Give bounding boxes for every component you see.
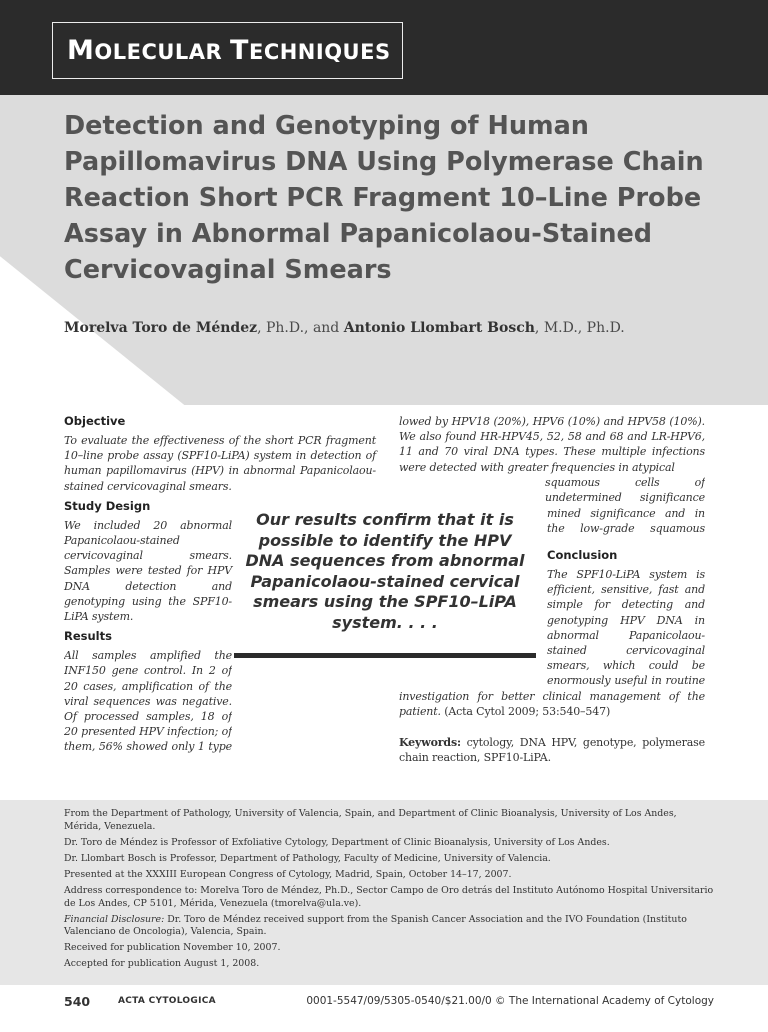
footnote-received: Received for publication November 10, 2007. — [64, 942, 281, 954]
footnote-affiliation: From the Department of Pathology, University of Valencia, Spain, and Department of Clinic Bioanalysis, University of Los Andes, Mérida, Venezuela. — [64, 808, 677, 832]
author-1-degree: , Ph.D., — [257, 320, 313, 336]
objective-heading: Objective — [64, 414, 126, 428]
footnote-accepted: Accepted for publication August 1, 2008. — [64, 958, 260, 970]
footnote-presented: Presented at the XXXIII European Congress of Cytology, Madrid, Spain, October 14–17, 2007. — [64, 868, 512, 880]
section-label: MOLECULAR TECHNIQUES — [52, 22, 403, 79]
keywords-label: Keywords: — [399, 736, 461, 750]
copyright-line: 0001-5547/09/5305-0540/$21.00/0 © The International Academy of Cytology — [306, 995, 714, 1007]
author-2-name: Antonio Llombart Bosch — [343, 320, 535, 336]
page-footer — [64, 994, 714, 1014]
journal-name: ACTA CYTOLOGICA — [118, 996, 216, 1006]
footnote-author-1: Dr. Toro de Méndez is Professor of Exfoliative Cytology, Department of Clinic Bioanalysis, University of Los Andes. — [64, 836, 610, 848]
results-heading: Results — [64, 629, 112, 644]
pull-quote: Our results confirm that it is possible to identify the HPV DNA sequences from abnormal Papanicolaou-stained cervical smears using the SPF10–LiPA system. . . . — [234, 502, 536, 658]
results-wrap-tail: mined significance and in the low-grade squamous — [547, 507, 705, 536]
author-1-name: Morelva Toro de Méndez — [64, 320, 258, 336]
conclusion-heading: Conclusion — [547, 548, 618, 562]
page-number: 540 — [64, 994, 91, 1009]
objective-text: To evaluate the effectiveness of the short PCR fragment 10–line probe assay (SPF10-LiPA) system in detection of human papillomavirus (HPV) in abnormal Papanicolaou-stained cervicovaginal smears. — [64, 434, 376, 493]
results-text: All samples amplified the INF150 gene control. In 2 of 20 cases, amplification of the viral sequences was negative. Of processed samples, 18 of 20 presented HPV infection; of them, 56% showed only 1 type — [64, 649, 232, 754]
conclusion-text: The SPF10-LiPA system is efficient, sensitive, fast and simple for detecting and genotyping HPV DNA in abnormal Papanicolaou-stained cervicovaginal smears, which could be enormously useful in routine investigation for better clinical management of the patient. (Acta Cytol 2009; 53:540–547) — [399, 568, 705, 718]
citation: (Acta Cytol 2009; 53:540–547) — [440, 704, 611, 718]
disclosure-label: Financial Disclosure: — [64, 913, 165, 925]
keywords-text: cytology, DNA HPV, genotype, polymerase chain reaction, SPF10-LiPA. — [399, 736, 705, 765]
keywords — [399, 735, 705, 765]
author-conjunction: and — [312, 320, 344, 336]
study-design-heading: Study Design — [64, 498, 151, 513]
disclosure-text: Dr. Toro de Méndez received support from the Spanish Cancer Association and the IVO Foundation (Instituto Valenciano de Oncologia), Valencia, Spain. — [64, 913, 687, 938]
footnote-author-2: Dr. Llombart Bosch is Professor, Department of Pathology, Faculty of Medicine, University of Valencia. — [64, 852, 551, 864]
article-title: Detection and Genotyping of Human Papillomavirus DNA Using Polymerase Chain Reaction Short PCR Fragment 10–Line Probe Assay in Abnormal Papanicolaou-Stained Cervicovaginal Smears — [64, 111, 704, 285]
footnotes — [64, 808, 714, 975]
footnote-correspondence: Address correspondence to: Morelva Toro de Méndez, Ph.D., Sector Campo de Oro detrás del Instituto Autónomo Hospital Universitario de Los Andes, CP 5101, Mérida, Venezuela (tmorelva@ula.ve). — [64, 884, 714, 909]
author-2-degree: , M.D., Ph.D. — [534, 320, 625, 336]
study-design-text: We included 20 abnormal Papanicolaou-stained cervicovaginal smears. Samples were tested for HPV DNA detection and genotyping using the SPF10-LiPA system. — [64, 518, 232, 624]
results-continued: lowed by HPV18 (20%), HPV6 (10%) and HPV58 (10%). We also found HR-HPV45, 52, 58 and 68 and LR-HPV6, 11 and 70 viral DNA types. These multiple infections were detected with greater frequencies in atypical squamous cells of undetermined significance — [399, 415, 705, 505]
author-line — [64, 320, 724, 336]
footnote-disclosure — [64, 914, 714, 939]
